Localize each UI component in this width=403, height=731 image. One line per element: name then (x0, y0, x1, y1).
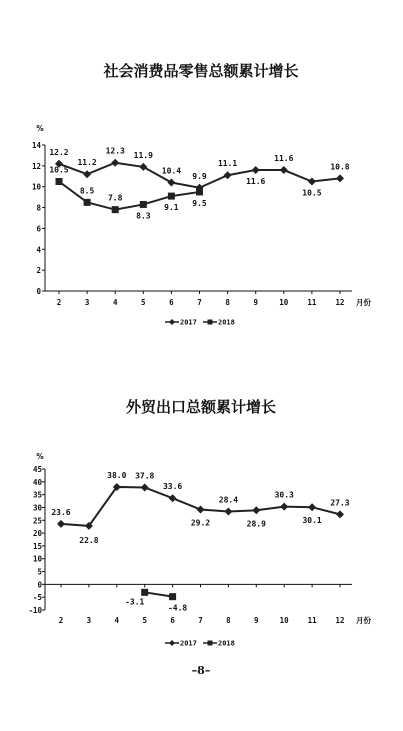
y-tick-label: 15 (32, 541, 42, 551)
x-tick-label: 10 (279, 616, 289, 625)
series-2017-point (169, 494, 177, 502)
data-label: 27.3 (330, 498, 350, 508)
data-label: 9.5 (192, 198, 207, 208)
series-2017-point (252, 506, 260, 514)
export-chart (28, 398, 371, 648)
x-tick-label: 8 (225, 298, 230, 307)
x-tick-label: 5 (141, 298, 146, 307)
x-tick-label: 12 (335, 298, 345, 307)
x-tick-label: 3 (86, 616, 92, 625)
x-tick-label: 5 (142, 616, 147, 625)
series-2018-point (141, 589, 148, 596)
data-label: 37.8 (135, 471, 155, 481)
series-2017-point (197, 506, 205, 514)
series-2017-point (336, 174, 344, 182)
series-2018-point (140, 201, 147, 208)
chart-title: 社会消费品零售总额累计增长 (103, 62, 299, 80)
data-label: 9.1 (164, 203, 179, 213)
y-tick-label: 10 (31, 182, 41, 192)
series-2018-point (84, 199, 91, 206)
x-tick-label: 10 (279, 298, 289, 307)
y-tick-label: 25 (32, 516, 42, 526)
x-tick-label: 4 (112, 298, 118, 307)
y-tick-label: 10 (32, 554, 42, 564)
series-2017-point (336, 510, 344, 518)
legend-2018-label: 2018 (218, 639, 235, 648)
data-label: 11.1 (217, 159, 238, 169)
data-label: -4.8 (167, 603, 188, 613)
data-label: 10.4 (161, 166, 182, 176)
y-tick-label: 6 (36, 224, 41, 234)
legend-2018-marker (208, 641, 213, 646)
y-tick-label: 12 (31, 161, 41, 171)
series-2017-point (280, 166, 288, 174)
data-label: 12.2 (49, 147, 69, 157)
series-2018-point (168, 193, 175, 200)
data-label: 38.0 (107, 470, 127, 480)
data-label: 30.3 (274, 490, 294, 500)
x-unit-label: 月份 (356, 298, 371, 307)
data-label: 8.3 (136, 211, 151, 221)
data-label: 11.6 (246, 177, 266, 187)
y-unit-label: % (36, 452, 44, 461)
legend-2017-label: 2017 (180, 318, 197, 327)
series-2017-point (224, 171, 232, 179)
series-2018-point (112, 206, 119, 213)
data-label: 11.6 (274, 154, 294, 164)
data-label: 11.9 (133, 150, 153, 160)
x-tick-label: 11 (307, 616, 317, 625)
data-label: 10.5 (302, 188, 322, 198)
retail-sales-chart (32, 62, 372, 327)
y-tick-label: 8 (36, 203, 41, 213)
series-2018-point (169, 593, 176, 600)
series-2017-point (308, 178, 316, 186)
x-tick-label: 8 (226, 616, 231, 625)
y-tick-label: 30 (32, 503, 42, 513)
series-2017-point (111, 159, 119, 167)
data-label: 8.5 (79, 186, 95, 196)
data-label: 11.2 (77, 158, 97, 168)
legend-2018-label: 2018 (218, 318, 235, 327)
series-2018-line (145, 592, 173, 596)
y-tick-label: 14 (31, 141, 41, 150)
legend-2017-marker (169, 319, 175, 325)
legend-2017-label: 2017 (180, 639, 197, 648)
data-label: 7.8 (107, 193, 123, 203)
x-tick-label: 6 (170, 616, 175, 625)
series-2017-point (83, 170, 91, 178)
series-2017-point (280, 503, 288, 511)
data-label: 22.8 (79, 535, 99, 545)
x-tick-label: 2 (56, 298, 62, 307)
x-tick-label: 9 (254, 616, 259, 625)
y-tick-label: 40 (32, 477, 42, 487)
x-tick-label: 12 (335, 616, 345, 625)
y-tick-label: 5 (37, 567, 42, 577)
y-unit-label: % (36, 124, 44, 133)
x-tick-label: 9 (253, 298, 258, 307)
x-tick-label: 7 (198, 616, 203, 625)
x-tick-label: 7 (197, 298, 202, 307)
series-2018-point (196, 188, 203, 195)
x-unit-label: 月份 (356, 616, 371, 625)
y-tick-label: 0 (36, 287, 41, 296)
data-label: 12.3 (105, 146, 125, 156)
series-2017-point (139, 163, 147, 171)
y-tick-label: 20 (32, 529, 42, 539)
y-tick-label: 2 (36, 266, 41, 276)
data-label: 33.6 (162, 482, 183, 492)
y-tick-label: 4 (36, 245, 41, 255)
series-2017-point (252, 166, 260, 174)
y-tick-label: 35 (32, 490, 42, 500)
data-label: 29.2 (190, 518, 211, 528)
x-tick-label: 6 (169, 298, 174, 307)
data-label: 28.9 (246, 519, 266, 529)
chart-title: 外贸出口总额累计增长 (125, 398, 277, 416)
y-tick-label: -5 (32, 593, 42, 603)
series-2017-point (141, 483, 149, 491)
data-label: 28.4 (218, 495, 239, 505)
page-number: –8– (191, 664, 211, 677)
legend-2017-marker (169, 640, 175, 646)
x-tick-label: 2 (58, 616, 64, 625)
data-label: 10.8 (330, 162, 350, 172)
x-tick-label: 3 (84, 298, 90, 307)
data-label: -3.1 (125, 597, 145, 607)
series-2017-point (224, 508, 232, 516)
y-tick-label: 45 (32, 465, 42, 474)
data-label: 23.6 (51, 507, 71, 517)
series-2017-point (308, 503, 316, 511)
x-tick-label: 4 (114, 616, 120, 625)
data-label: 10.5 (49, 165, 69, 175)
y-tick-label: 0 (37, 580, 42, 590)
x-tick-label: 11 (307, 298, 317, 307)
data-label: 30.1 (302, 516, 322, 526)
data-label: 9.9 (192, 171, 207, 181)
series-2017-point (57, 520, 65, 528)
legend-2018-marker (208, 320, 213, 325)
series-2017-point (167, 179, 175, 187)
y-tick-label: -10 (28, 606, 42, 615)
series-2018-point (56, 178, 63, 185)
